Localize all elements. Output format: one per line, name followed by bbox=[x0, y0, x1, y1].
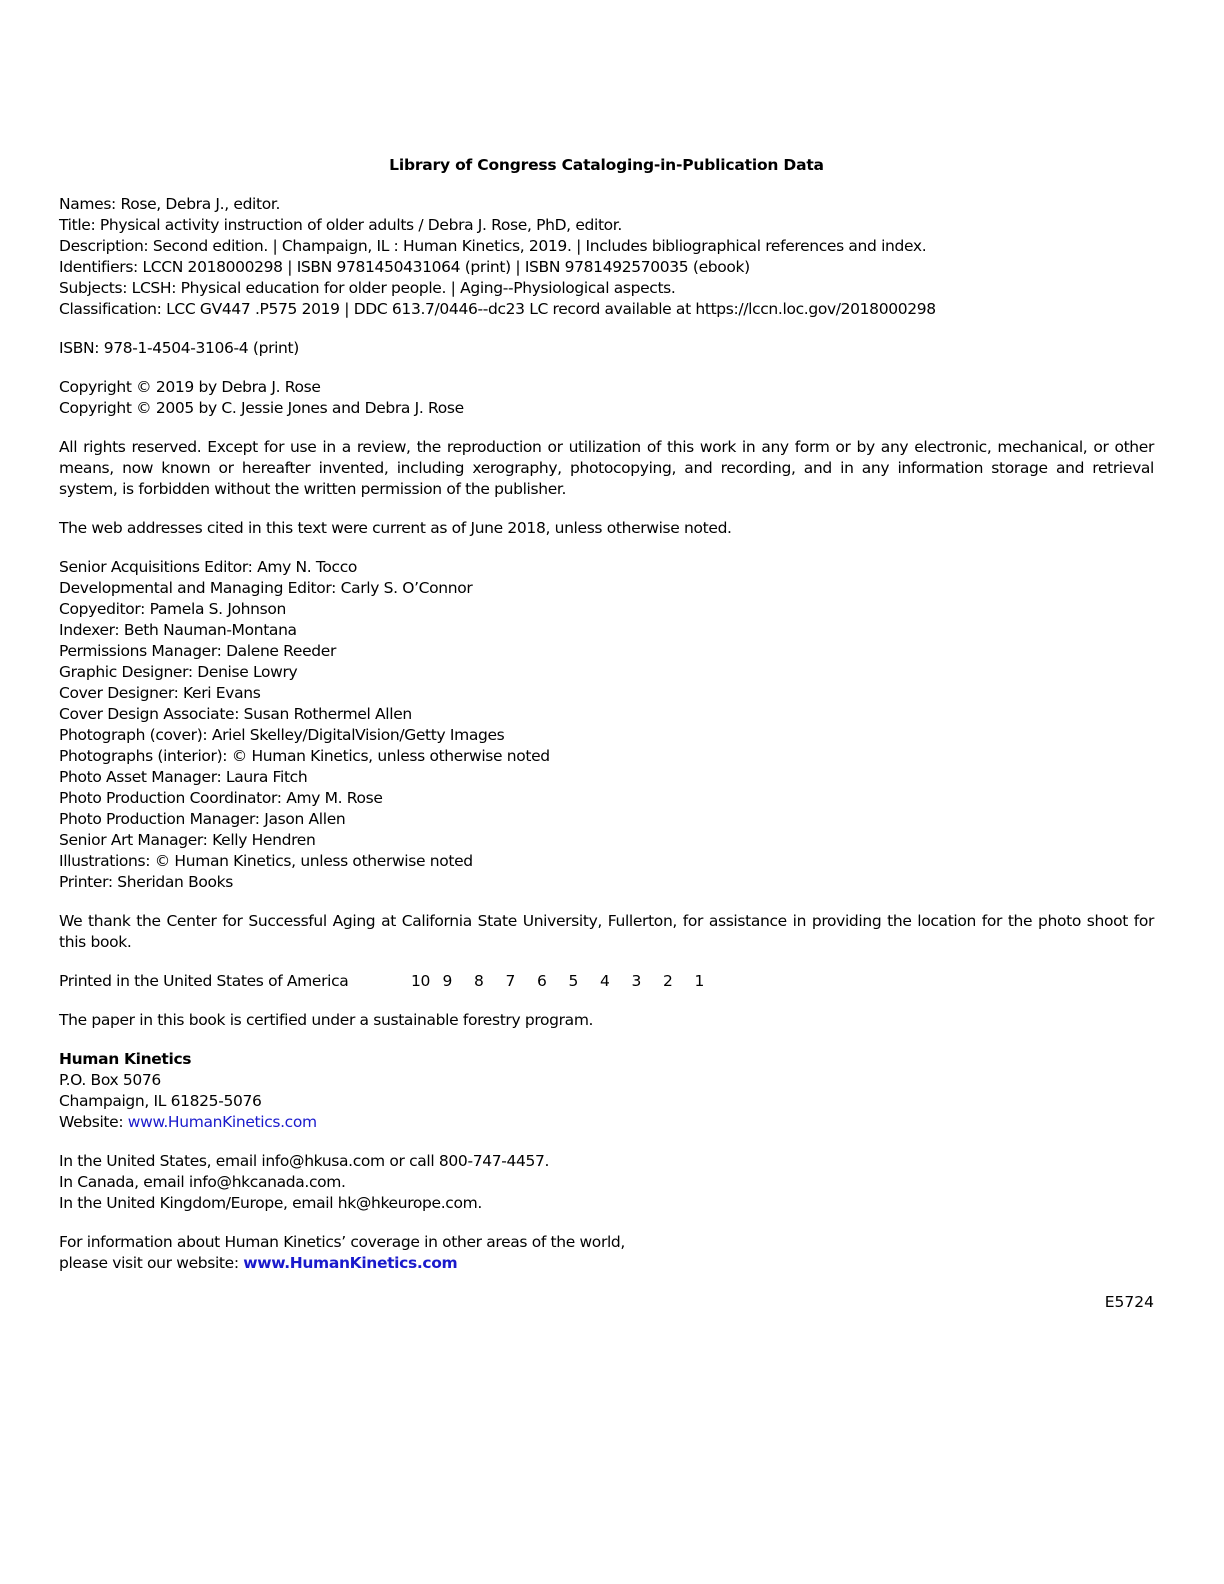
cip-record bbox=[59, 194, 1154, 320]
cip-subjects: Subjects: LCSH: Physical education for older people. | Aging--Physiological aspects. bbox=[59, 279, 676, 297]
credit-line: Cover Designer: Keri Evans bbox=[59, 684, 261, 702]
web-note: The web addresses cited in this text were current as of June 2018, unless otherwise noted. bbox=[59, 519, 732, 537]
impression-number: 4 bbox=[600, 972, 610, 990]
website-label: Website: bbox=[59, 1113, 128, 1131]
impression-number: 7 bbox=[505, 972, 516, 990]
cip-identifiers: Identifiers: LCCN 2018000298 | ISBN 9781450431064 (print) | ISBN 9781492570035 (ebook) bbox=[59, 258, 750, 276]
publisher-address bbox=[59, 1049, 1154, 1133]
contact-line: In Canada, email info@hkcanada.com. bbox=[59, 1173, 346, 1191]
credit-line: Photo Asset Manager: Laura Fitch bbox=[59, 768, 308, 786]
credits-list bbox=[59, 557, 1154, 893]
printer-key bbox=[411, 971, 726, 992]
rights-paragraph: All rights reserved. Except for use in a review, the reproduction or utilization of this work in any form or by any electronic, mechanical, or other means, now known or hereafter invented, including xerography, photocopying, and recording, and in any information storage and retrieval system, is forbidden without the written permission of the publisher. bbox=[59, 438, 1154, 498]
printed-in-label: Printed in the United States of America bbox=[59, 972, 349, 990]
cip-classification: Classification: LCC GV447 .P575 2019 | DDC 613.7/0446--dc23 LC record available at https://lccn.loc.gov/2018000298 bbox=[59, 300, 936, 318]
cip-description: Description: Second edition. | Champaign, IL : Human Kinetics, 2019. | Includes bibliographical references and index. bbox=[59, 237, 927, 255]
printed-in-row bbox=[59, 971, 1154, 992]
credit-line: Senior Art Manager: Kelly Hendren bbox=[59, 831, 316, 849]
web-note-block bbox=[59, 518, 1154, 539]
copyright-line: Copyright © 2005 by C. Jessie Jones and Debra J. Rose bbox=[59, 399, 464, 417]
contact-line: In the United Kingdom/Europe, email hk@hkeurope.com. bbox=[59, 1194, 482, 1212]
credit-line: Illustrations: © Human Kinetics, unless otherwise noted bbox=[59, 852, 473, 870]
credit-line: Graphic Designer: Denise Lowry bbox=[59, 663, 298, 681]
contact-line: In the United States, email info@hkusa.com or call 800-747-4457. bbox=[59, 1152, 550, 1170]
impression-number: 2 bbox=[663, 972, 673, 990]
credit-line: Photograph (cover): Ariel Skelley/DigitalVision/Getty Images bbox=[59, 726, 505, 744]
credit-line: Indexer: Beth Nauman-Montana bbox=[59, 621, 297, 639]
isbn-line: ISBN: 978-1-4504-3106-4 (print) bbox=[59, 339, 299, 357]
world-info-block bbox=[59, 1232, 1154, 1274]
credit-line: Photo Production Coordinator: Amy M. Rose bbox=[59, 789, 383, 807]
impression-number: 9 bbox=[442, 972, 453, 990]
copyright-line: Copyright © 2019 by Debra J. Rose bbox=[59, 378, 321, 396]
credit-line: Senior Acquisitions Editor: Amy N. Tocco bbox=[59, 558, 358, 576]
world-info-line: For information about Human Kinetics’ coverage in other areas of the world, bbox=[59, 1233, 625, 1251]
isbn-block bbox=[59, 338, 1154, 359]
credit-line: Developmental and Managing Editor: Carly S. O’Connor bbox=[59, 579, 473, 597]
copyright-block bbox=[59, 377, 1154, 419]
credit-line: Photo Production Manager: Jason Allen bbox=[59, 810, 346, 828]
impression-number: 5 bbox=[568, 972, 579, 990]
impression-number: 8 bbox=[474, 972, 484, 990]
credit-line: Printer: Sheridan Books bbox=[59, 873, 234, 891]
website-link[interactable]: www.HumanKinetics.com bbox=[127, 1113, 317, 1131]
website-line bbox=[59, 1112, 1154, 1133]
cip-title: Title: Physical activity instruction of older adults / Debra J. Rose, PhD, editor. bbox=[59, 216, 622, 234]
contacts-block bbox=[59, 1151, 1154, 1214]
world-info-line bbox=[59, 1253, 1154, 1274]
world-website-link[interactable]: www.HumanKinetics.com bbox=[243, 1254, 458, 1272]
world-info-prefix: please visit our website: bbox=[59, 1254, 244, 1272]
address-line: Champaign, IL 61825-5076 bbox=[59, 1092, 262, 1110]
impression-number: 1 bbox=[694, 972, 705, 990]
cip-heading: Library of Congress Cataloging-in-Publication Data bbox=[389, 156, 824, 174]
cip-names: Names: Rose, Debra J., editor. bbox=[59, 195, 281, 213]
thanks-paragraph: We thank the Center for Successful Aging at California State University, Fullerton, for assistance in providing the location for the photo shoot for this book. bbox=[59, 912, 1154, 951]
credit-line: Cover Design Associate: Susan Rothermel Allen bbox=[59, 705, 412, 723]
credit-line: Photographs (interior): © Human Kinetics, unless otherwise noted bbox=[59, 747, 550, 765]
publisher-name: Human Kinetics bbox=[59, 1050, 192, 1068]
impression-number: 6 bbox=[537, 972, 547, 990]
paper-note: The paper in this book is certified under a sustainable forestry program. bbox=[59, 1011, 594, 1029]
impression-number: 3 bbox=[631, 972, 642, 990]
paper-note-block bbox=[59, 1010, 1154, 1031]
impression-number: 10 bbox=[411, 972, 431, 990]
credit-line: Copyeditor: Pamela S. Johnson bbox=[59, 600, 286, 618]
credit-line: Permissions Manager: Dalene Reeder bbox=[59, 642, 336, 660]
address-line: P.O. Box 5076 bbox=[59, 1071, 161, 1089]
copyright-page bbox=[59, 155, 1154, 1313]
product-code: E5724 bbox=[1104, 1293, 1154, 1311]
